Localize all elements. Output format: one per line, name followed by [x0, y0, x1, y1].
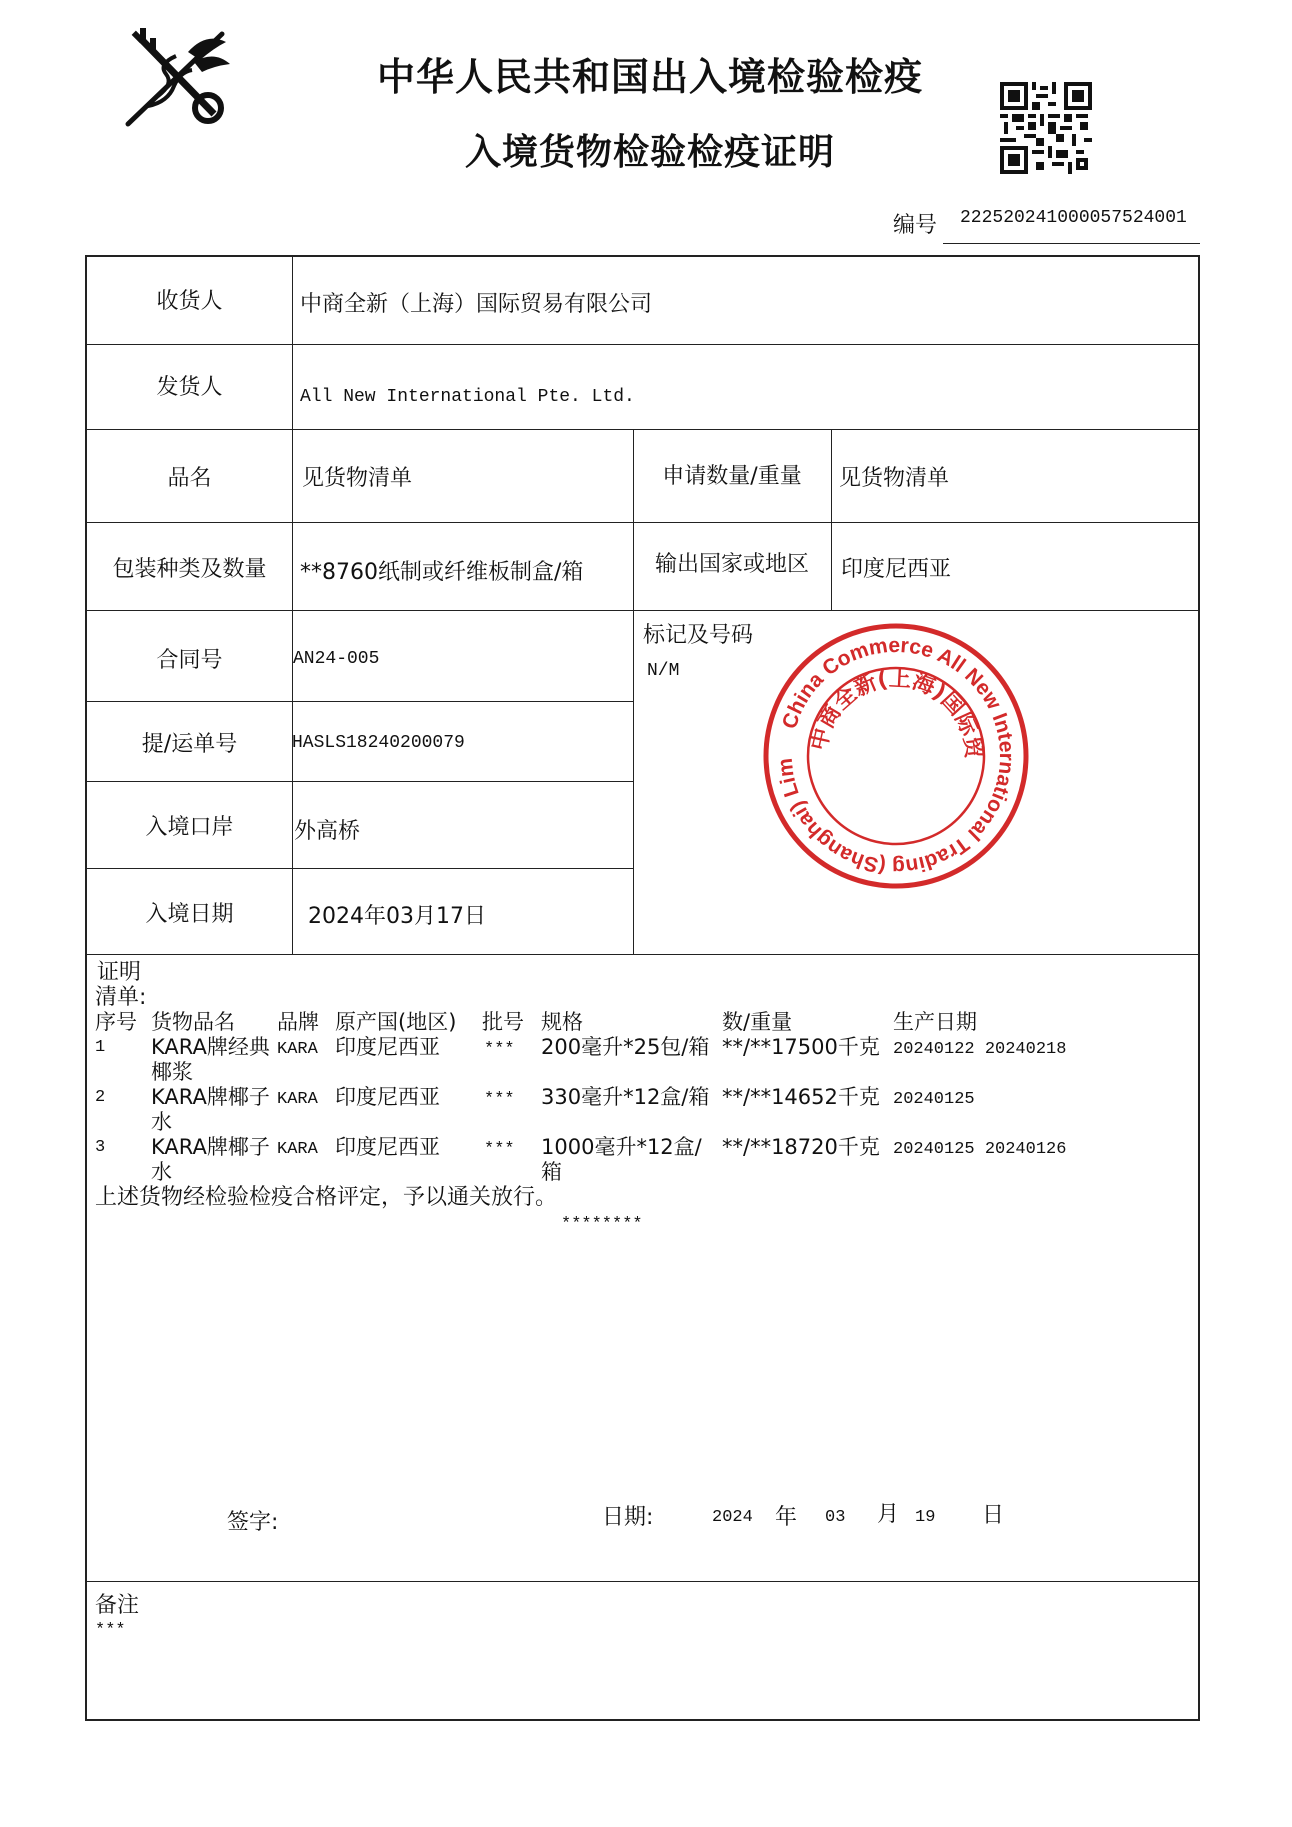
goods-list-heading: 清单:	[95, 985, 147, 1010]
package-value: **8760纸制或纤维板制盒/箱	[300, 560, 584, 585]
certificate-heading: 证明	[97, 960, 142, 985]
customs-emblem-icon	[118, 26, 238, 136]
seal-outer-text: China Commerce All New International Trading (Shanghai) Lim	[773, 633, 1019, 879]
sign-date-month-unit: 月	[877, 1502, 900, 1527]
contract-no-value: AN24-005	[293, 649, 380, 669]
table-row-2-spec: 330毫升*12盒/箱	[541, 1085, 710, 1109]
sign-date-year-unit: 年	[775, 1505, 798, 1530]
product-name-value: 见货物清单	[302, 466, 413, 491]
consignee-label: 收货人	[156, 289, 223, 314]
table-row-2-name-cont: 水	[151, 1110, 172, 1134]
entry-port-value: 外高桥	[294, 819, 361, 844]
goods-table-header-batch: 批号	[482, 1010, 524, 1034]
quantity-weight-label: 申请数量/重量	[662, 464, 802, 489]
table-row-3-qty: **/**18720千克	[722, 1135, 880, 1159]
sign-date-day: 19	[915, 1508, 936, 1527]
serial-number-value: 222520241000057524001	[943, 206, 1200, 244]
sign-date-label: 日期:	[602, 1505, 654, 1530]
sign-date-year: 2024	[712, 1508, 753, 1527]
inspection-form	[85, 255, 1200, 1721]
table-row-3-spec-cont: 箱	[541, 1160, 562, 1184]
table-row-3-name-cont: 水	[151, 1160, 172, 1184]
table-row-2-batch: ***	[484, 1090, 515, 1109]
end-mark: ********	[561, 1215, 643, 1234]
quantity-weight-value: 见货物清单	[839, 466, 950, 491]
goods-table-header-brand: 品牌	[277, 1010, 319, 1034]
package-label: 包装种类及数量	[112, 557, 267, 582]
product-name-label: 品名	[167, 466, 212, 491]
table-row-3-no: 3	[95, 1138, 106, 1157]
table-row-2-brand: KARA	[277, 1090, 318, 1109]
origin-country-value: 印度尼西亚	[841, 557, 952, 582]
goods-table-header-origin: 原产国(地区)	[335, 1010, 457, 1034]
table-row-2-date: 20240125	[893, 1090, 975, 1109]
goods-table-header-qty: 数/重量	[722, 1010, 793, 1034]
table-row-1-name: KARA牌经典	[151, 1035, 270, 1059]
table-row-3-name: KARA牌椰子	[151, 1135, 270, 1159]
document-title-line1: 中华人民共和国出入境检验检疫	[376, 55, 923, 99]
table-row-1-brand: KARA	[277, 1040, 318, 1059]
table-row-1-name-cont: 椰浆	[151, 1060, 193, 1084]
table-row-1-spec: 200毫升*25包/箱	[541, 1035, 710, 1059]
entry-date-value: 2024年03月17日	[308, 904, 486, 929]
remarks-label: 备注	[95, 1593, 140, 1618]
table-row-2-origin: 印度尼西亚	[335, 1085, 440, 1109]
entry-date-label: 入境日期	[145, 902, 234, 927]
seal-inner-text: 中商全新(上海)国际贸	[806, 666, 986, 760]
table-row-3-spec: 1000毫升*12盒/	[541, 1135, 702, 1159]
consignor-value: All New International Pte. Ltd.	[300, 387, 635, 407]
marks-value: N/M	[647, 661, 680, 681]
remarks-value: ***	[95, 1621, 126, 1640]
table-row-2-name: KARA牌椰子	[151, 1085, 270, 1109]
consignor-label: 发货人	[156, 375, 223, 400]
serial-number-label: 编号	[893, 213, 938, 238]
signature-label: 签字:	[227, 1510, 279, 1535]
table-row-1-date: 20240122 20240218	[893, 1040, 1067, 1059]
goods-table-header-spec: 规格	[541, 1010, 583, 1034]
table-row-3-brand: KARA	[277, 1140, 318, 1159]
goods-table-header-no: 序号	[95, 1010, 137, 1034]
table-row-3-date: 20240125 20240126	[893, 1140, 1067, 1159]
inspection-conclusion: 上述货物经检验检疫合格评定，予以通关放行。	[95, 1185, 558, 1210]
bill-of-lading-value: HASLS18240200079	[292, 733, 465, 753]
goods-table-header-date: 生产日期	[893, 1010, 977, 1034]
document-title-line2: 入境货物检验检疫证明	[464, 132, 835, 173]
sign-date-month: 03	[825, 1508, 846, 1527]
sign-date-day-unit: 日	[982, 1503, 1005, 1528]
table-row-1-qty: **/**17500千克	[722, 1035, 880, 1059]
contract-no-label: 合同号	[156, 648, 223, 673]
entry-port-label: 入境口岸	[145, 815, 234, 840]
bill-of-lading-label: 提/运单号	[141, 732, 238, 757]
table-row-3-batch: ***	[484, 1140, 515, 1159]
qr-code-icon	[1000, 82, 1092, 174]
table-row-2-no: 2	[95, 1088, 106, 1107]
table-row-1-batch: ***	[484, 1040, 515, 1059]
table-row-1-no: 1	[95, 1038, 106, 1057]
table-row-1-origin: 印度尼西亚	[335, 1035, 440, 1059]
company-seal	[760, 620, 1032, 892]
consignee-value: 中商全新（上海）国际贸易有限公司	[300, 292, 653, 317]
table-row-3-origin: 印度尼西亚	[335, 1135, 440, 1159]
origin-country-label: 输出国家或地区	[654, 552, 809, 577]
table-row-2-qty: **/**14652千克	[722, 1085, 880, 1109]
marks-label: 标记及号码	[643, 623, 754, 648]
goods-table-header-name: 货物品名	[151, 1010, 235, 1034]
